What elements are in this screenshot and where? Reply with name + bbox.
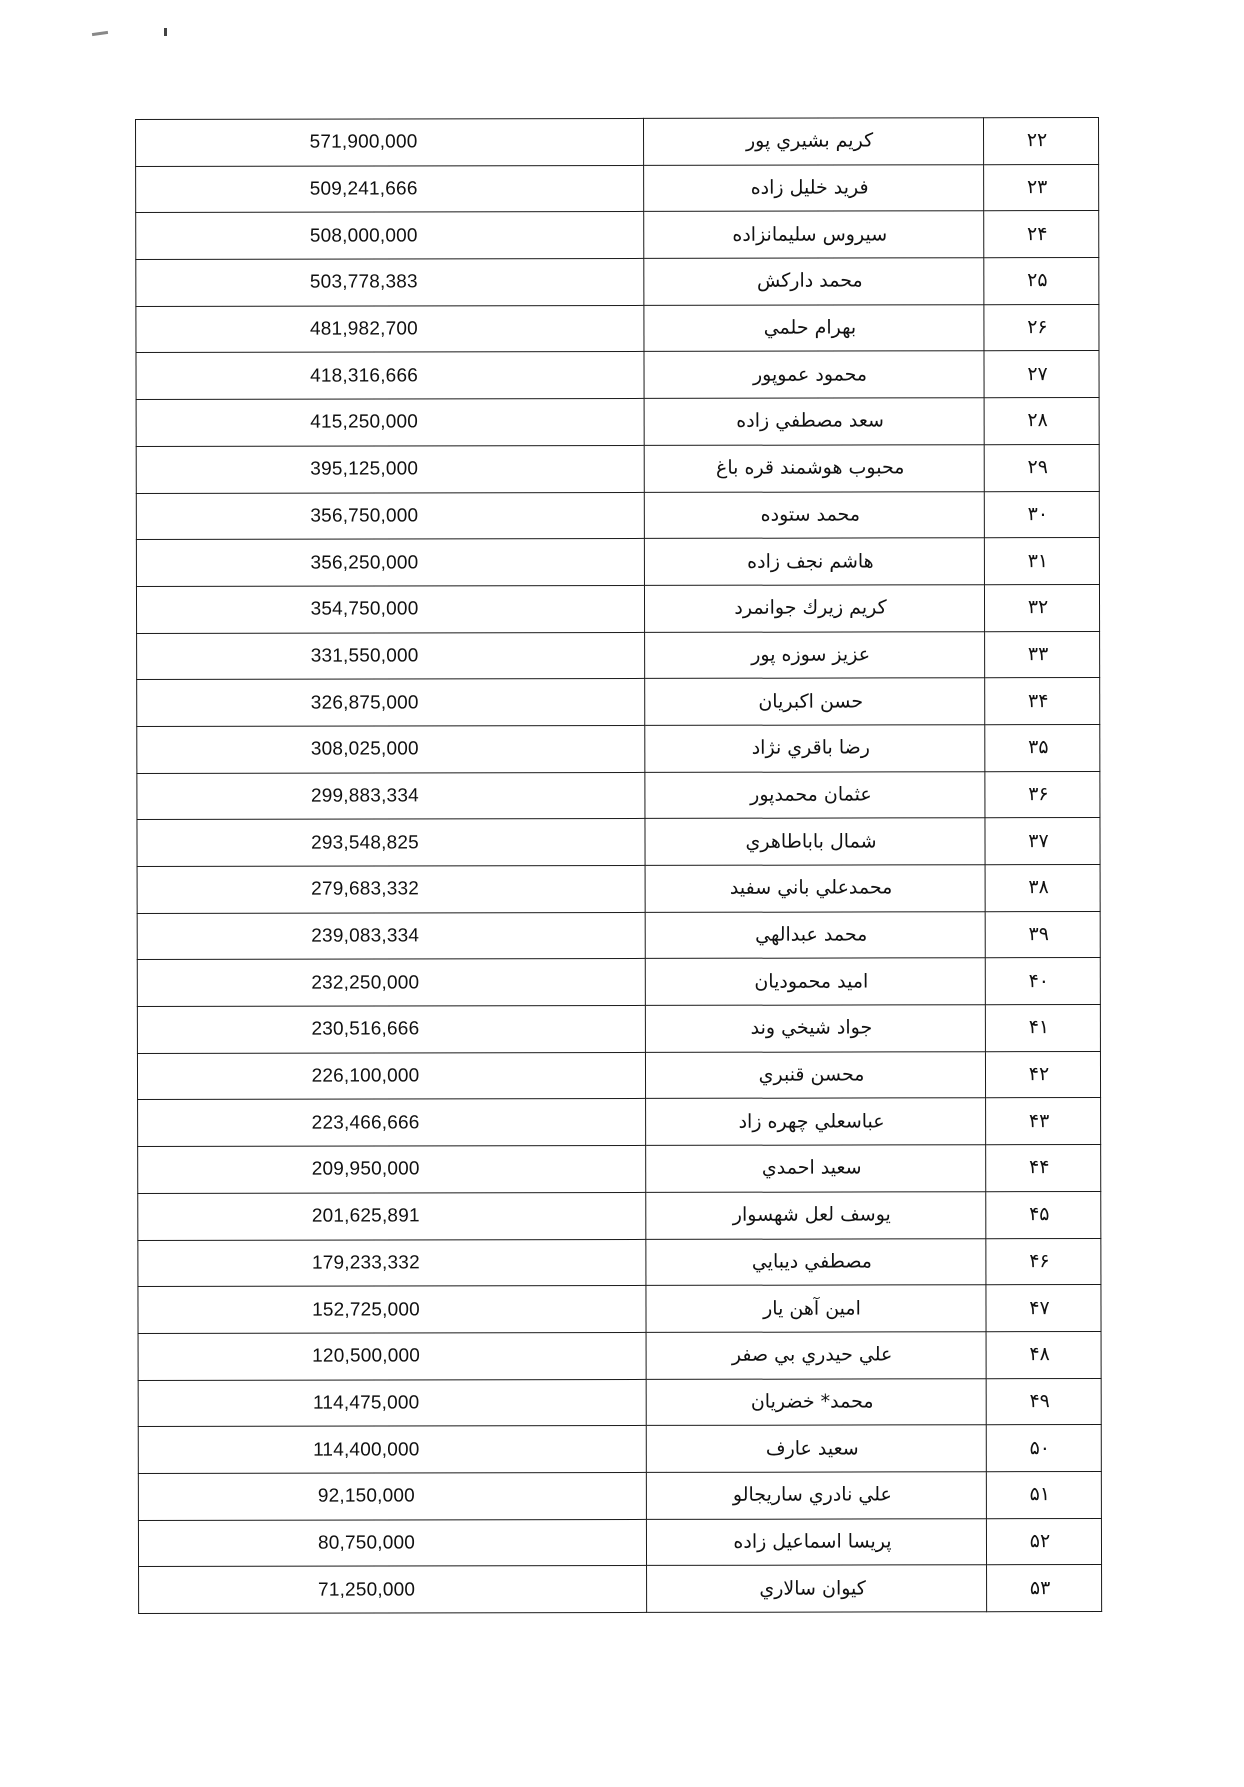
amount-value: 395,125,000: [310, 458, 419, 480]
amount-value: 232,250,000: [311, 972, 420, 994]
row-number-cell: [985, 771, 1100, 818]
table-row: [136, 538, 1099, 587]
row-number-cell: [986, 1238, 1101, 1285]
name-cell: [643, 118, 983, 165]
row-number-cell: [986, 1331, 1101, 1378]
row-number-cell: [985, 864, 1100, 911]
row-number-cell: [986, 1191, 1101, 1238]
row-number: ۳۳: [1027, 642, 1049, 666]
row-number-cell: [985, 958, 1100, 1005]
person-name: كيوان سالاري: [759, 1577, 866, 1600]
name-cell: [646, 1518, 986, 1565]
table-row: [138, 1145, 1101, 1194]
row-number: ۴۴: [1028, 1156, 1050, 1179]
name-cell: [645, 725, 985, 772]
amount-cell: [138, 1286, 646, 1334]
amount-cell: [138, 1239, 646, 1287]
row-number-cell: [984, 304, 1099, 351]
person-name: علي حيدري بي صفر: [731, 1343, 893, 1366]
amount-cell: [138, 1426, 646, 1474]
amount-value: 223,466,666: [311, 1112, 420, 1134]
row-number: ۴۳: [1028, 1109, 1050, 1132]
table-row: [137, 1005, 1100, 1054]
person-name: كريم زيرك جوانمرد: [734, 596, 887, 619]
row-number: ۴۸: [1029, 1343, 1050, 1366]
table-row: [136, 444, 1099, 493]
amount-cell: [138, 1192, 646, 1240]
row-number-cell: [985, 631, 1100, 678]
row-number-cell: [985, 911, 1100, 958]
row-number: ۲۶: [1027, 316, 1048, 339]
name-cell: [644, 538, 984, 585]
name-cell: [645, 865, 985, 912]
table-row: [138, 1518, 1101, 1567]
table-row: [138, 1098, 1101, 1147]
table-row: [136, 398, 1099, 447]
amount-cell: [136, 399, 644, 447]
amount-cell: [138, 1472, 646, 1520]
row-number: ۴۰: [1028, 969, 1050, 992]
row-number: ۲۵: [1027, 269, 1048, 292]
table-row: [137, 678, 1100, 727]
row-number: ۳۰: [1027, 502, 1049, 525]
person-name: سعيد احمدي: [761, 1156, 862, 1180]
amount-value: 179,233,332: [311, 1252, 420, 1274]
person-name: سعيد عارف: [765, 1437, 859, 1460]
row-number: ۳۵: [1028, 736, 1049, 759]
amount-value: 152,725,000: [312, 1298, 420, 1321]
row-number-cell: [984, 584, 1099, 631]
row-number: ۴۷: [1029, 1296, 1050, 1319]
row-number: ۲۴: [1027, 222, 1048, 245]
row-number-cell: [983, 117, 1098, 164]
amount-cell: [136, 305, 644, 353]
person-name: عزيز سوزه پور: [751, 643, 871, 666]
amount-cell: [137, 912, 645, 960]
table-body: [136, 117, 1102, 1613]
table-row: [138, 1378, 1101, 1427]
amount-cell: [136, 492, 644, 540]
row-number: ۳۹: [1028, 923, 1049, 946]
amount-value: 508,000,000: [309, 225, 418, 247]
name-cell: [645, 631, 985, 678]
row-number-cell: [985, 818, 1100, 865]
table-row: [136, 164, 1099, 213]
amount-cell: [136, 165, 644, 213]
amount-cell: [136, 445, 644, 493]
row-number: ۲۳: [1026, 176, 1048, 199]
row-number: ۵۳: [1029, 1576, 1051, 1599]
amount-cell: [139, 1566, 647, 1614]
payment-table: [135, 117, 1102, 1614]
row-number-cell: [984, 164, 1099, 211]
amount-cell: [137, 632, 645, 680]
row-number: ۳۸: [1028, 876, 1049, 899]
person-name: رضا باقري نژاد: [751, 736, 870, 759]
name-cell: [646, 1425, 986, 1472]
row-number-cell: [984, 258, 1099, 305]
person-name: فريد خليل زاده: [750, 176, 869, 199]
person-name: يوسف لعل شهسوار: [732, 1203, 891, 1226]
amount-cell: [138, 1332, 646, 1380]
amount-cell: [137, 819, 645, 867]
name-cell: [645, 1005, 985, 1052]
table-row: [136, 351, 1099, 400]
name-cell: [645, 911, 985, 958]
scan-artifact: [92, 31, 108, 36]
row-number: ۴۱: [1028, 1016, 1050, 1039]
person-name: حسن اكبريان: [758, 690, 864, 713]
amount-cell: [136, 118, 644, 166]
name-cell: [644, 164, 984, 211]
amount-value: 230,516,666: [311, 1018, 420, 1041]
table-row: [137, 864, 1100, 913]
table-row: [137, 1051, 1100, 1100]
name-cell: [646, 1472, 986, 1519]
amount-value: 80,750,000: [317, 1532, 416, 1554]
amount-cell: [137, 679, 645, 727]
table-row: [136, 211, 1099, 260]
amount-cell: [137, 1052, 645, 1100]
amount-value: 418,316,666: [310, 365, 418, 387]
person-name: عثمان محمدپور: [750, 783, 872, 806]
row-number-cell: [984, 538, 1099, 585]
person-name: محمد عبدالهي: [755, 923, 868, 946]
amount-value: 209,950,000: [311, 1158, 420, 1181]
row-number-cell: [986, 1378, 1101, 1425]
table-row: [136, 258, 1099, 307]
name-cell: [646, 1145, 986, 1192]
amount-value: 481,982,700: [309, 318, 418, 340]
amount-value: 356,750,000: [310, 505, 419, 527]
table-row: [137, 771, 1100, 820]
amount-value: 114,475,000: [312, 1392, 420, 1414]
row-number: ۲۹: [1027, 456, 1048, 479]
row-number-cell: [986, 1425, 1101, 1472]
person-name: شمال باباطاهري: [745, 830, 877, 853]
table-row: [138, 1238, 1101, 1287]
name-cell: [644, 491, 984, 538]
row-number-cell: [984, 444, 1099, 491]
row-number: ۲۸: [1027, 409, 1048, 432]
amount-cell: [136, 539, 644, 587]
row-number-cell: [984, 351, 1099, 398]
person-name: محمد ستوده: [760, 503, 861, 526]
name-cell: [646, 1332, 986, 1379]
row-number-cell: [985, 724, 1100, 771]
person-name: امين آهن يار: [763, 1297, 861, 1320]
name-cell: [645, 1051, 985, 1098]
row-number-cell: [984, 398, 1099, 445]
row-number: ۴۵: [1029, 1203, 1050, 1226]
amount-cell: [136, 212, 644, 260]
name-cell: [645, 771, 985, 818]
person-name: محمود عموپور: [752, 363, 868, 386]
row-number: ۵۱: [1029, 1483, 1051, 1506]
amount-cell: [136, 258, 644, 306]
row-number-cell: [984, 211, 1099, 258]
row-number: ۳۷: [1028, 829, 1049, 852]
amount-value: 226,100,000: [311, 1065, 420, 1087]
amount-cell: [137, 1005, 645, 1053]
row-number-cell: [985, 678, 1100, 725]
amount-value: 571,900,000: [309, 131, 418, 153]
amount-value: 509,241,666: [309, 178, 418, 200]
amount-cell: [138, 1519, 646, 1567]
row-number: ۳۴: [1027, 689, 1049, 712]
person-name: اميد محموديان: [754, 970, 869, 993]
name-cell: [646, 1378, 986, 1425]
person-name: علي نادري ساريجالو: [732, 1483, 892, 1507]
table-row: [136, 117, 1099, 166]
table-row: [137, 631, 1100, 680]
name-cell: [646, 1285, 986, 1332]
amount-cell: [137, 772, 645, 820]
name-cell: [646, 1192, 986, 1239]
table-row: [138, 1425, 1101, 1474]
person-name: كريم بشيري پور: [745, 129, 874, 153]
table-row: [137, 818, 1100, 867]
person-name: محمد* خضريان: [750, 1390, 874, 1413]
row-number: ۲۷: [1027, 362, 1048, 385]
amount-value: 356,250,000: [310, 551, 419, 574]
person-name: سيروس سليمانزاده: [732, 223, 888, 246]
name-cell: [645, 958, 985, 1005]
amount-value: 71,250,000: [318, 1579, 416, 1601]
name-cell: [646, 1238, 986, 1285]
row-number-cell: [985, 1051, 1100, 1098]
amount-value: 415,250,000: [310, 411, 419, 434]
table-row: [137, 911, 1100, 960]
amount-cell: [137, 959, 645, 1007]
person-name: محمدعلي باني سفيد: [729, 876, 893, 900]
amount-value: 120,500,000: [312, 1345, 421, 1367]
amount-value: 239,083,334: [311, 925, 420, 947]
row-number: ۳۲: [1027, 596, 1049, 619]
amount-cell: [138, 1099, 646, 1147]
row-number: ۴۶: [1029, 1249, 1050, 1272]
name-cell: [647, 1565, 987, 1612]
name-cell: [644, 258, 984, 305]
table-row: [136, 584, 1099, 633]
amount-cell: [138, 1146, 646, 1194]
name-cell: [644, 211, 984, 258]
row-number-cell: [984, 491, 1099, 538]
name-cell: [644, 398, 984, 445]
row-number-cell: [986, 1098, 1101, 1145]
table-row: [139, 1565, 1102, 1614]
row-number: ۳۱: [1027, 549, 1049, 572]
name-cell: [644, 585, 984, 632]
name-cell: [644, 445, 984, 492]
row-number: ۳۶: [1028, 783, 1049, 806]
amount-cell: [137, 725, 645, 773]
row-number-cell: [985, 1005, 1100, 1052]
amount-value: 326,875,000: [310, 692, 419, 714]
row-number-cell: [986, 1285, 1101, 1332]
row-number: ۴۲: [1028, 1063, 1050, 1086]
amount-cell: [137, 865, 645, 913]
name-cell: [645, 818, 985, 865]
row-number-cell: [986, 1471, 1101, 1518]
person-name: سعد مصطفي زاده: [736, 409, 885, 433]
name-cell: [644, 351, 984, 398]
person-name: مصطفي ديبايي: [751, 1250, 872, 1273]
name-cell: [644, 304, 984, 351]
amount-value: 201,625,891: [311, 1205, 420, 1227]
person-name: محمد داركش: [757, 269, 863, 293]
row-number: ۵۰: [1029, 1436, 1051, 1459]
row-number-cell: [987, 1565, 1102, 1612]
amount-value: 293,548,825: [311, 832, 419, 854]
person-name: هاشم نجف زاده: [747, 549, 874, 573]
amount-cell: [136, 585, 644, 633]
amount-value: 279,683,332: [311, 878, 420, 900]
row-number: ۲۲: [1026, 129, 1048, 152]
row-number-cell: [986, 1145, 1101, 1192]
amount-value: 354,750,000: [310, 598, 419, 620]
table-row: [138, 1471, 1101, 1520]
person-name: عباسعلي چهره زاد: [738, 1110, 885, 1133]
amount-value: 331,550,000: [310, 645, 419, 667]
row-number-cell: [986, 1518, 1101, 1565]
scan-artifact: [164, 28, 167, 36]
table-row: [136, 491, 1099, 540]
amount-value: 92,150,000: [317, 1485, 415, 1507]
row-number: ۵۲: [1029, 1530, 1051, 1553]
table-row: [138, 1191, 1101, 1240]
table-row: [138, 1331, 1101, 1380]
amount-value: 503,778,383: [309, 271, 418, 294]
amount-cell: [136, 352, 644, 400]
person-name: جواد شيخي وند: [750, 1016, 873, 1040]
person-name: پريسا اسماعيل زاده: [733, 1530, 892, 1553]
table-row: [137, 724, 1100, 773]
amount-cell: [138, 1379, 646, 1427]
name-cell: [646, 1098, 986, 1145]
amount-value: 299,883,334: [310, 785, 419, 807]
person-name: محسن قنبري: [758, 1063, 865, 1086]
person-name: بهرام حلمي: [763, 316, 857, 339]
amount-value: 308,025,000: [310, 738, 419, 760]
amount-value: 114,400,000: [313, 1439, 420, 1461]
row-number: ۴۹: [1029, 1389, 1050, 1413]
name-cell: [645, 678, 985, 725]
person-name: محبوب هوشمند قره باغ: [716, 456, 905, 479]
table-row: [137, 958, 1100, 1007]
table-row: [138, 1285, 1101, 1334]
table-row: [136, 304, 1099, 353]
